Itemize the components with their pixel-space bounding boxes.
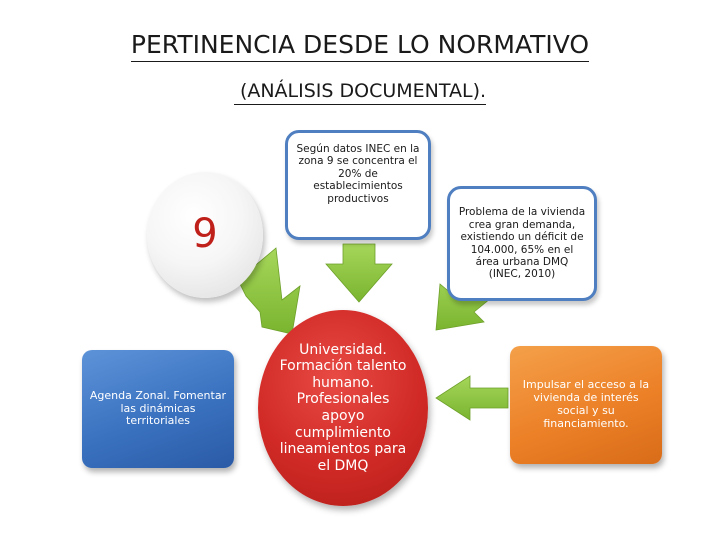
housing-problem-box bbox=[447, 186, 597, 301]
arrow-impulsar-to-center bbox=[436, 376, 508, 420]
number-label: 9 bbox=[192, 211, 218, 258]
university-text: Universidad. Formación talento humano. Profesionales apoyo cumplimiento lineamientos para el DMQ bbox=[279, 341, 407, 474]
inec-text: Según datos INEC en la zona 9 se concentra el 20% de establecimientos productivos bbox=[296, 143, 420, 205]
zonal-agenda-text: Agenda Zonal. Fomentar las dinámicas territoriales bbox=[89, 388, 227, 428]
arrow-inec-down bbox=[326, 244, 392, 302]
housing-problem-text: Problema de la vivienda crea gran demanda, existiendo un déficit de 104.000, 65% en el área urbana DMQ (INEC, 2010) bbox=[458, 206, 586, 281]
number-circle bbox=[147, 172, 263, 298]
university-circle bbox=[258, 310, 428, 506]
social-housing-box bbox=[510, 346, 662, 464]
zonal-agenda-box bbox=[82, 350, 234, 468]
subtitle-text: (ANÁLISIS DOCUMENTAL). bbox=[234, 80, 486, 105]
social-housing-text: Impulsar el acceso a la vivienda de interés social y su financiamiento. bbox=[522, 378, 650, 430]
title-text: PERTINENCIA DESDE LO NORMATIVO bbox=[131, 30, 589, 62]
inec-data-box bbox=[285, 130, 431, 240]
